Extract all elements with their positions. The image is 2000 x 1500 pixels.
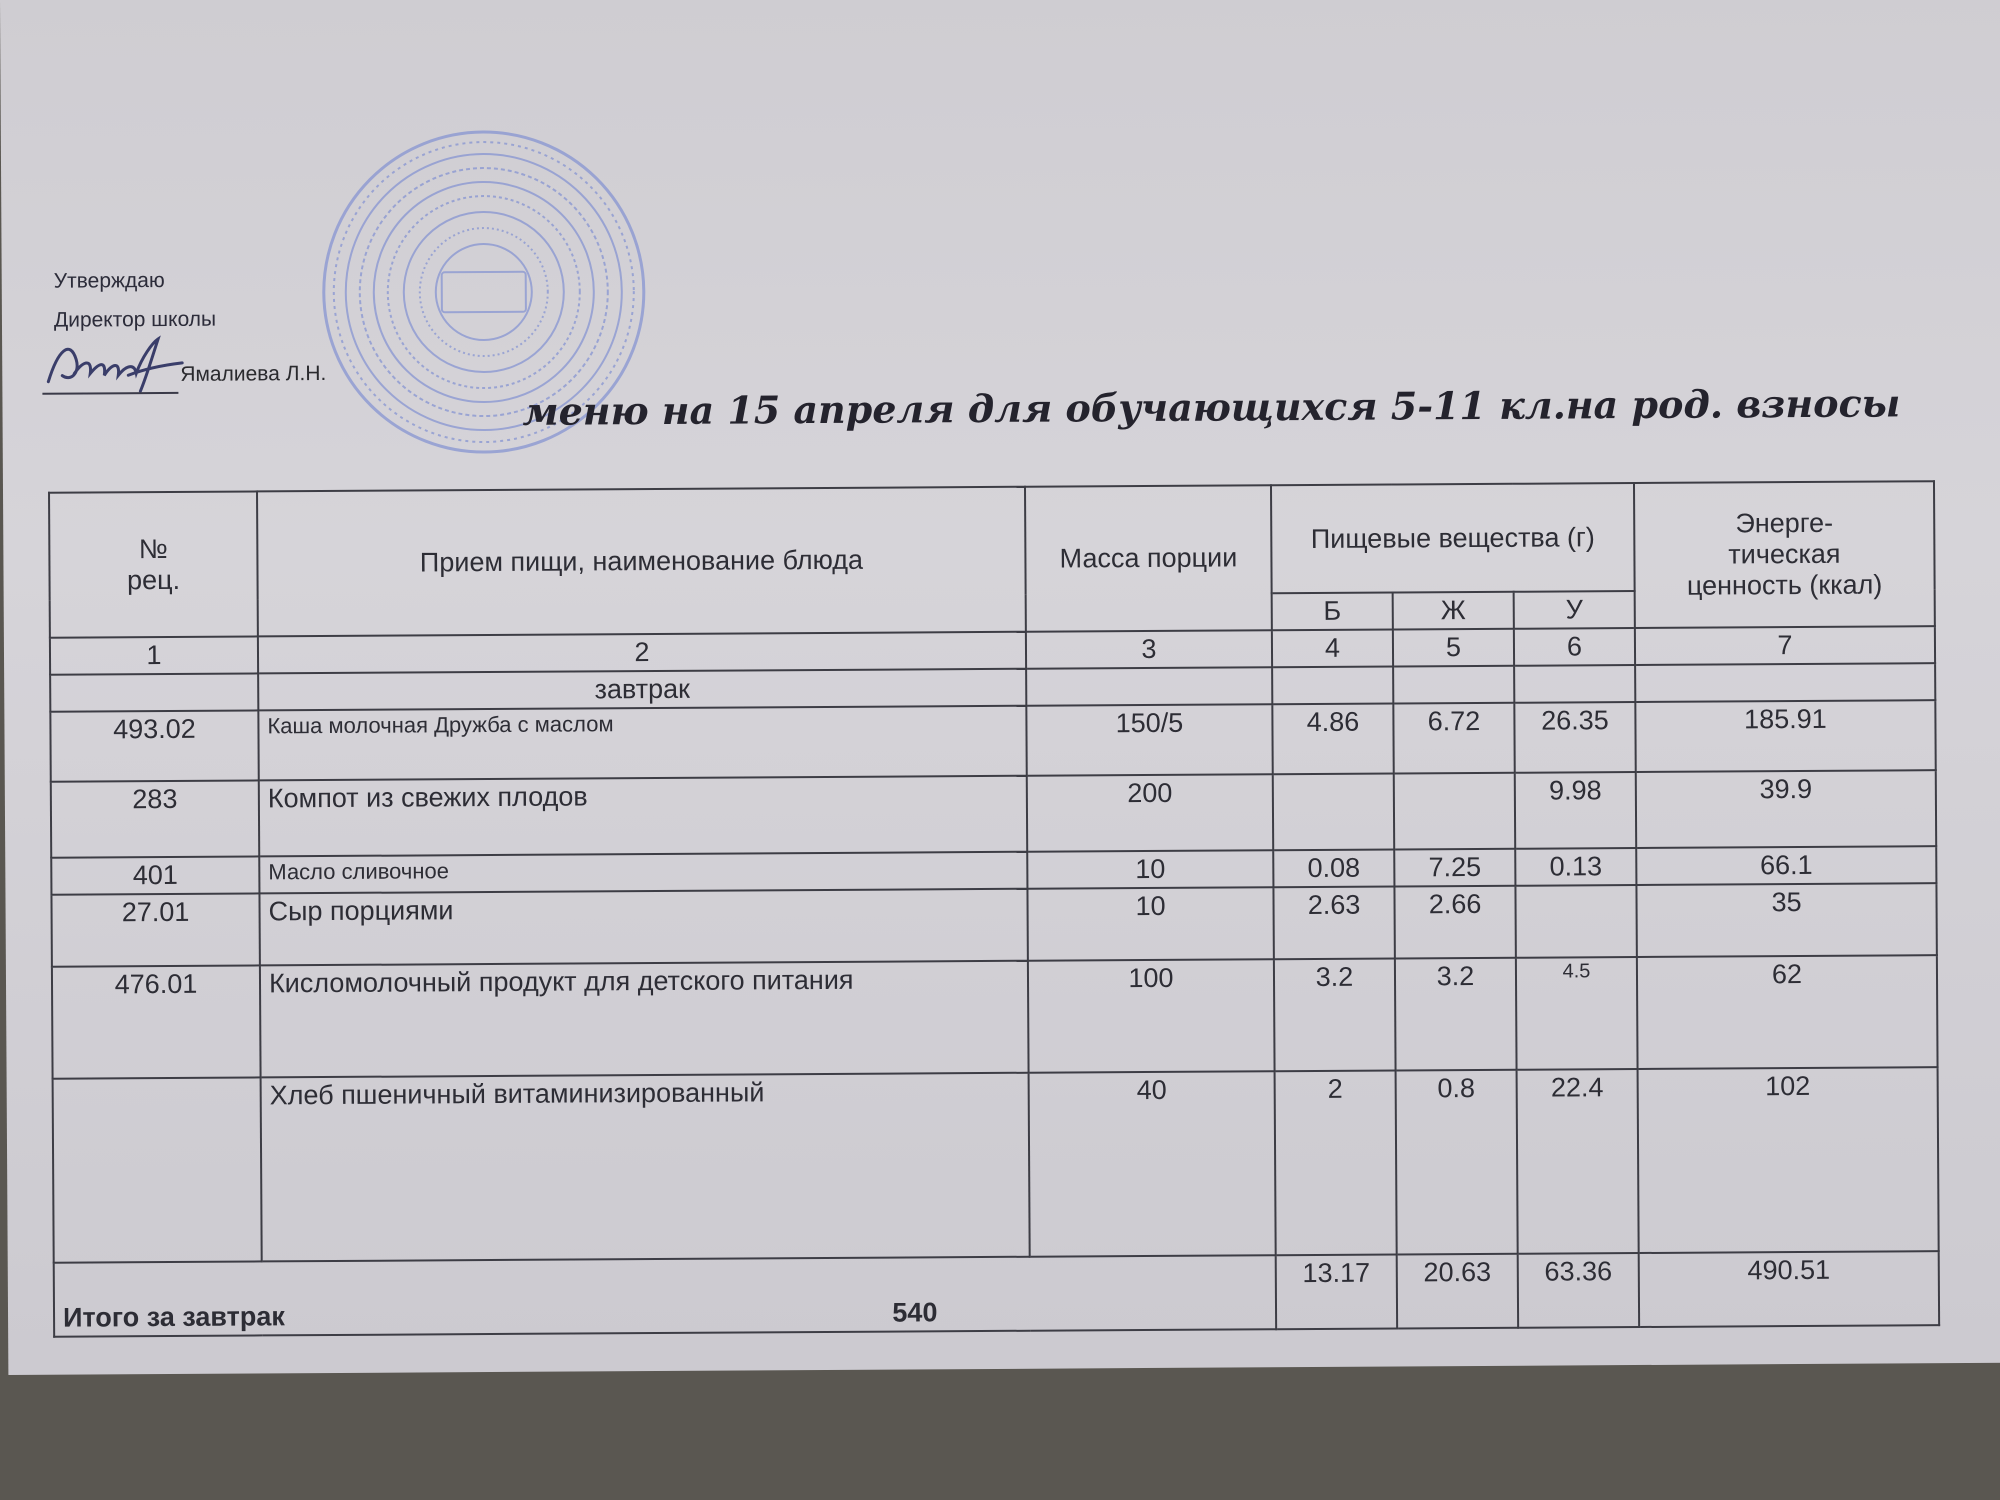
table-row xyxy=(51,770,1936,858)
recipe-number: 493.02 xyxy=(50,710,258,781)
portion-mass: 10 xyxy=(1027,887,1273,961)
dish-name: Хлеб пшеничный витаминизированный xyxy=(261,1073,1030,1262)
dish-name: Кисломолочный продукт для детского питания xyxy=(260,961,1029,1078)
dish-name: Компот из свежих плодов xyxy=(259,776,1027,857)
total-label: Итого за завтрак xyxy=(62,1301,285,1333)
handwritten-signature xyxy=(40,329,190,400)
protein-value: 3.2 xyxy=(1274,958,1396,1071)
recipe-number xyxy=(53,1077,262,1262)
col-number: 4 xyxy=(1272,630,1393,668)
fat-value: 3.2 xyxy=(1395,958,1517,1071)
signer-name: Ямалиева Л.Н. xyxy=(180,362,327,386)
fat-value: 7.25 xyxy=(1394,849,1515,887)
menu-table xyxy=(48,480,1940,1338)
portion-mass: 150/5 xyxy=(1026,704,1272,776)
total-protein: 13.17 xyxy=(1276,1254,1397,1329)
header-mass: Масса порции xyxy=(1025,485,1272,632)
total-energy: 490.51 xyxy=(1639,1251,1939,1327)
protein-value: 2 xyxy=(1275,1070,1397,1255)
energy-value: 35 xyxy=(1636,883,1936,957)
protein-value: 2.63 xyxy=(1273,886,1394,959)
carb-value: 4.5 xyxy=(1516,957,1638,1070)
header-b: Б xyxy=(1272,593,1393,631)
protein-value: 0.08 xyxy=(1273,849,1394,887)
dish-name: Масло сливочное xyxy=(259,852,1027,894)
header-row xyxy=(49,481,1935,601)
portion-mass: 40 xyxy=(1029,1071,1276,1256)
portion-mass: 200 xyxy=(1027,774,1273,852)
protein-value: 4.86 xyxy=(1272,704,1393,775)
carb-value xyxy=(1515,885,1636,958)
energy-value: 102 xyxy=(1638,1067,1939,1253)
table-row xyxy=(53,1067,1939,1263)
total-carb: 63.36 xyxy=(1518,1253,1639,1328)
carb-value: 22.4 xyxy=(1517,1069,1639,1254)
carb-value: 0.13 xyxy=(1515,848,1636,886)
fat-value: 6.72 xyxy=(1393,703,1514,774)
header-energy: Энерге- тическая ценность (ккал) xyxy=(1634,481,1935,628)
total-row xyxy=(54,1251,1939,1337)
protein-value xyxy=(1273,774,1394,851)
col-number: 7 xyxy=(1635,626,1935,665)
total-cell xyxy=(54,1255,1276,1336)
header-nutrients: Пищевые вещества (г) xyxy=(1271,483,1635,593)
section-label: завтрак xyxy=(258,669,1026,711)
col-number: 2 xyxy=(258,632,1026,674)
recipe-number: 401 xyxy=(51,856,259,894)
table-row xyxy=(52,955,1938,1079)
fat-value: 0.8 xyxy=(1396,1070,1518,1255)
col-number: 5 xyxy=(1393,629,1514,667)
carb-value: 26.35 xyxy=(1514,702,1635,773)
recipe-number: 27.01 xyxy=(51,893,259,966)
header-zh: Ж xyxy=(1393,592,1514,630)
energy-value: 185.91 xyxy=(1635,700,1935,772)
table-row xyxy=(50,700,1935,782)
approval-block xyxy=(54,261,217,340)
carb-value: 9.98 xyxy=(1515,772,1636,849)
dish-name: Каша молочная Дружба с маслом xyxy=(258,706,1026,781)
total-fat: 20.63 xyxy=(1397,1254,1518,1329)
page-title: меню на 15 апреля для обучающихся 5-11 кл.на род. взносы xyxy=(522,380,1901,434)
col-number: 6 xyxy=(1514,628,1635,666)
recipe-number: 476.01 xyxy=(52,965,261,1078)
col-number: 3 xyxy=(1026,630,1272,669)
fat-value xyxy=(1394,773,1515,850)
header-num: № рец. xyxy=(49,491,258,637)
portion-mass: 100 xyxy=(1028,959,1275,1073)
energy-value: 39.9 xyxy=(1636,770,1936,848)
recipe-number: 283 xyxy=(51,780,259,857)
portion-mass: 10 xyxy=(1027,850,1273,889)
header-u: У xyxy=(1514,591,1635,629)
dish-name: Сыр порциями xyxy=(259,889,1027,966)
approval-line-approve: Утверждаю xyxy=(53,268,165,293)
total-mass: 540 xyxy=(892,1297,938,1328)
fat-value: 2.66 xyxy=(1394,886,1515,959)
col-number: 1 xyxy=(50,636,258,674)
table-row xyxy=(51,883,1936,967)
energy-value: 66.1 xyxy=(1636,846,1936,885)
approval-line-position: Директор школы xyxy=(53,307,217,332)
header-dish: Прием пищи, наименование блюда xyxy=(257,487,1026,637)
energy-value: 62 xyxy=(1637,955,1938,1069)
